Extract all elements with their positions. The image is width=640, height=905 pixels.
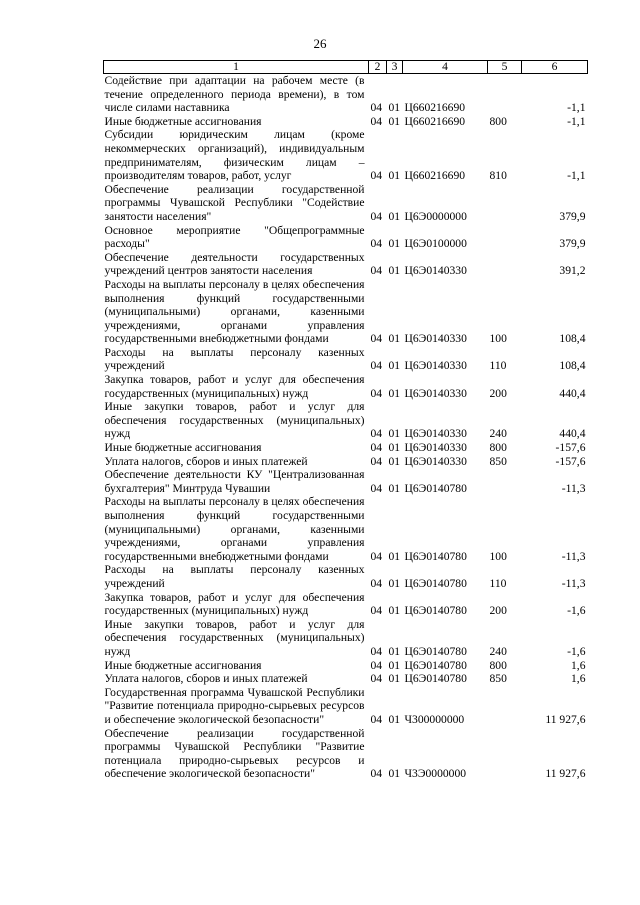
- row-subsection: 01: [388, 441, 401, 455]
- table-row: [104, 686, 588, 727]
- row-subsection: 01: [388, 209, 401, 223]
- row-target-article: Ц6Э0140330: [404, 441, 467, 455]
- row-expense-type: 200: [489, 386, 507, 400]
- table-row: [104, 400, 588, 441]
- row-subsection: 01: [388, 386, 401, 400]
- row-amount: 1,6: [571, 672, 586, 686]
- table-row: [104, 563, 588, 590]
- row-expense-type: 110: [489, 576, 507, 590]
- row-section: 04: [370, 169, 383, 183]
- row-section: 04: [370, 672, 383, 686]
- row-expense-type: 800: [489, 441, 507, 455]
- row-target-article: Ц6Э0140780: [404, 481, 467, 495]
- table-row: [104, 455, 588, 469]
- table-row: [104, 224, 588, 251]
- row-amount: -1,1: [567, 114, 586, 128]
- row-subsection: 01: [388, 264, 401, 278]
- table-header-row: [104, 61, 588, 74]
- row-subsection: 01: [388, 712, 401, 726]
- table-row: [104, 346, 588, 373]
- row-amount: -157,6: [555, 441, 586, 455]
- row-section: 04: [370, 712, 383, 726]
- row-name: Государственная программа Чувашской Республики "Развитие потенциала природно-сырьевых ресурсов и обеспечение экологической безопасности": [104, 685, 365, 726]
- row-name: Обеспечение деятельности КУ "Централизованная бухгалтерия" Минтруда Чувашии: [104, 468, 365, 495]
- table-row: [104, 373, 588, 400]
- row-amount: 11 927,6: [545, 767, 586, 781]
- row-target-article: Ч3Э0000000: [404, 767, 467, 781]
- row-amount: -11,3: [561, 549, 586, 563]
- row-target-article: Ц6Э0140330: [404, 359, 467, 373]
- row-name: Обеспечение деятельности государственных учреждений центров занятости населения: [104, 250, 365, 278]
- table-row: [104, 128, 588, 182]
- row-subsection: 01: [388, 169, 401, 183]
- header-col-target-article: 4: [403, 61, 488, 74]
- row-name: Иные бюджетные ассигнования: [104, 441, 262, 455]
- row-name: Расходы на выплаты персоналу в целях обеспечения выполнения функций государственными (муниципальными) органами, казенными учреждениями, органами управления государственными внебюджетными фондами: [104, 495, 365, 563]
- row-expense-type: 850: [489, 454, 507, 468]
- row-section: 04: [370, 604, 383, 618]
- header-col-section: 2: [369, 61, 387, 74]
- row-expense-type: [488, 468, 522, 495]
- table-body: [104, 74, 588, 781]
- row-target-article: Ц6Э0140780: [404, 549, 467, 563]
- row-section: 04: [370, 237, 383, 251]
- row-target-article: Ц6Э0100000: [404, 237, 467, 251]
- row-target-article: Ц6Э0140780: [404, 672, 467, 686]
- header-col-amount: 6: [522, 61, 588, 74]
- row-subsection: 01: [388, 237, 401, 251]
- row-amount: 11 927,6: [545, 712, 586, 726]
- row-amount: 1,6: [571, 658, 586, 672]
- row-expense-type: 800: [489, 114, 507, 128]
- header-col-name: 1: [104, 61, 369, 74]
- row-section: 04: [370, 264, 383, 278]
- row-amount: -157,6: [555, 454, 586, 468]
- row-section: 04: [370, 209, 383, 223]
- row-section: 04: [370, 441, 383, 455]
- table-row: [104, 441, 588, 455]
- row-subsection: 01: [388, 604, 401, 618]
- row-target-article: Ц6Э0140330: [404, 264, 467, 278]
- row-expense-type: 240: [489, 427, 507, 441]
- row-subsection: 01: [388, 672, 401, 686]
- row-amount: -1,6: [567, 604, 586, 618]
- row-name: Расходы на выплаты персоналу казенных учреждений: [104, 563, 365, 590]
- row-target-article: Ц6Э0140330: [404, 427, 467, 441]
- row-subsection: 01: [388, 576, 401, 590]
- row-section: 04: [370, 454, 383, 468]
- row-section: 04: [370, 359, 383, 373]
- row-subsection: 01: [388, 101, 401, 115]
- row-amount: 440,4: [559, 386, 586, 400]
- row-section: 04: [370, 332, 383, 346]
- row-subsection: 01: [388, 454, 401, 468]
- table-row: [104, 251, 588, 278]
- row-amount: -11,3: [561, 481, 586, 495]
- row-subsection: 01: [388, 332, 401, 346]
- table-row: [104, 278, 588, 346]
- row-expense-type: 100: [489, 549, 507, 563]
- row-name: Иные бюджетные ассигнования: [104, 114, 262, 128]
- row-target-article: Ц6Э0140330: [404, 454, 467, 468]
- row-expense-type: 850: [489, 672, 507, 686]
- row-subsection: 01: [388, 481, 401, 495]
- row-name: Субсидии юридическим лицам (кроме некоммерческих организаций), индивидуальным предпринимателям, физическим лицам – производителям товаров, работ, услуг: [104, 128, 365, 183]
- row-name: Закупка товаров, работ и услуг для обеспечения государственных (муниципальных) нужд: [104, 590, 365, 618]
- row-target-article: Ц6Э0140780: [404, 644, 467, 658]
- row-name: Расходы на выплаты персоналу в целях обеспечения выполнения функций государственными (муниципальными) органами, казенными учреждениями, органами управления государственными внебюджетными фондами: [104, 277, 365, 346]
- row-amount: 108,4: [559, 332, 586, 346]
- row-expense-type: [488, 727, 522, 781]
- row-name: Обеспечение реализации государственной программы Чувашской Республики "Развитие потенциала природно-сырьевых ресурсов и обеспечение экологической безопасности": [104, 726, 365, 781]
- row-section: 04: [370, 427, 383, 441]
- row-name: Иные бюджетные ассигнования: [104, 658, 262, 672]
- row-target-article: Ц6Э0140330: [404, 386, 467, 400]
- row-section: 04: [370, 101, 383, 115]
- row-name: Основное мероприятие "Общепрограммные расходы": [104, 223, 365, 251]
- row-expense-type: 100: [489, 332, 507, 346]
- table-row: [104, 183, 588, 224]
- row-target-article: Ц6Э0140330: [404, 332, 467, 346]
- row-section: 04: [370, 481, 383, 495]
- row-name: Уплата налогов, сборов и иных платежей: [104, 672, 308, 686]
- row-expense-type: [488, 74, 522, 115]
- row-target-article: Ц6Э0140780: [404, 604, 467, 618]
- table-row: [104, 618, 588, 659]
- row-section: 04: [370, 767, 383, 781]
- row-amount: -1,1: [567, 101, 586, 115]
- budget-table: [103, 60, 588, 781]
- row-subsection: 01: [388, 114, 401, 128]
- row-expense-type: 240: [489, 644, 507, 658]
- row-target-article: Ц660216690: [404, 114, 466, 128]
- row-amount: 379,9: [559, 237, 586, 251]
- row-expense-type: 200: [489, 604, 507, 618]
- row-section: 04: [370, 386, 383, 400]
- row-name: Уплата налогов, сборов и иных платежей: [104, 454, 308, 468]
- table-row: [104, 495, 588, 563]
- row-section: 04: [370, 644, 383, 658]
- row-expense-type: 110: [489, 359, 507, 373]
- row-target-article: Ц660216690: [404, 101, 466, 115]
- header-col-expense-type: 5: [488, 61, 522, 74]
- table-row: [104, 74, 588, 115]
- page-number: 26: [313, 36, 327, 51]
- row-name: Закупка товаров, работ и услуг для обеспечения государственных (муниципальных) нужд: [104, 373, 365, 400]
- row-target-article: Ц6Э0140780: [404, 658, 467, 672]
- row-name: Расходы на выплаты персоналу казенных учреждений: [104, 345, 365, 373]
- row-target-article: Ц6Э0140780: [404, 576, 467, 590]
- header-col-subsection: 3: [387, 61, 403, 74]
- row-amount: -11,3: [561, 576, 586, 590]
- row-subsection: 01: [388, 359, 401, 373]
- row-expense-type: 800: [489, 658, 507, 672]
- row-subsection: 01: [388, 427, 401, 441]
- row-target-article: Ч300000000: [404, 712, 465, 726]
- row-section: 04: [370, 549, 383, 563]
- row-subsection: 01: [388, 644, 401, 658]
- table-row: [104, 115, 588, 129]
- row-expense-type: 810: [489, 169, 507, 183]
- row-section: 04: [370, 576, 383, 590]
- row-name: Обеспечение реализации государственной программы Чувашской Республики "Содействие занятости населения": [104, 182, 365, 223]
- row-amount: 440,4: [559, 427, 586, 441]
- row-expense-type: [488, 251, 522, 278]
- row-expense-type: [488, 224, 522, 251]
- row-name: Иные закупки товаров, работ и услуг для обеспечения государственных (муниципальных) нужд: [104, 400, 365, 441]
- row-target-article: Ц660216690: [404, 169, 466, 183]
- table-row: [104, 727, 588, 781]
- row-amount: 391,2: [559, 264, 586, 278]
- row-subsection: 01: [388, 549, 401, 563]
- row-name: Иные закупки товаров, работ и услуг для обеспечения государственных (муниципальных) нужд: [104, 617, 365, 658]
- row-amount: 108,4: [559, 359, 586, 373]
- row-expense-type: [488, 686, 522, 727]
- row-subsection: 01: [388, 767, 401, 781]
- row-expense-type: [488, 183, 522, 224]
- row-section: 04: [370, 658, 383, 672]
- table-row: [104, 591, 588, 618]
- row-target-article: Ц6Э0000000: [404, 209, 467, 223]
- table-row: [104, 659, 588, 673]
- row-amount: -1,1: [567, 169, 586, 183]
- row-subsection: 01: [388, 658, 401, 672]
- row-name: Содействие при адаптации на рабочем месте (в течение определенного периода времени), в том числе силами наставника: [104, 74, 365, 115]
- row-amount: 379,9: [559, 209, 586, 223]
- table-row: [104, 468, 588, 495]
- table-row: [104, 672, 588, 686]
- row-amount: -1,6: [567, 644, 586, 658]
- row-section: 04: [370, 114, 383, 128]
